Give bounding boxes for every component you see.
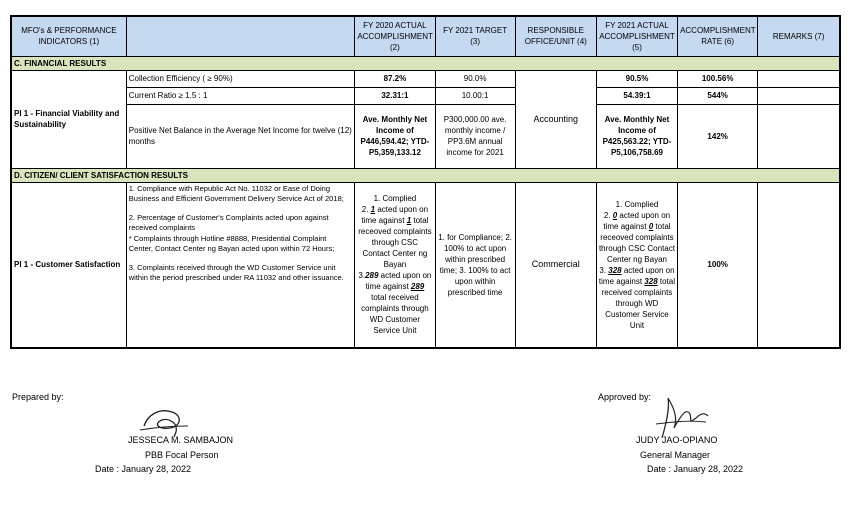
rate-net-balance: 142% — [678, 104, 758, 168]
prepared-title: PBB Focal Person — [145, 450, 219, 460]
actual-item-1: 1. Complied — [615, 199, 659, 209]
actual-collection: 90.5% — [596, 70, 677, 87]
section-title-satisfaction: D. CITIZEN/ CLIENT SATISFACTION RESULTS — [11, 168, 840, 182]
target-satisfaction: 1. for Compliance; 2. 100% to act upon within prescribed time; 3. 100% to act upon within prescribed time — [435, 182, 515, 348]
approved-name: JUDY JAO-OPIANO — [636, 435, 718, 445]
header-mfo: MFO's & PERFORMANCE INDICATORS (1) — [11, 16, 126, 56]
actual-item-3: 3. 328 acted upon on time against 328 total received complaints through WD Customer Service Unit — [598, 265, 676, 330]
header-fy2020: FY 2020 ACTUAL ACCOMPLISHMENT (2) — [355, 16, 435, 56]
prepared-label: Prepared by: — [12, 392, 64, 402]
rate-satisfaction: 100% — [678, 182, 758, 348]
target-ratio: 10.00:1 — [435, 87, 515, 104]
fy2020-item-1: 1. Complied — [373, 194, 417, 204]
prepared-name: JESSECA M. SAMBAJON — [128, 435, 234, 445]
fy2020-item-3: 3.289 acted upon on time against 289 total received complaints through WD Customer Service Unit — [358, 271, 432, 336]
office-commercial: Commercial — [515, 182, 596, 348]
signature-sambajon — [138, 404, 198, 438]
target-net-balance: P300,000.00 ave. monthly income / PP3.6M annual income for 2021 — [435, 104, 515, 168]
header-remarks: REMARKS (7) — [758, 16, 840, 56]
header-office: RESPONSIBLE OFFICE/UNIT (4) — [515, 16, 596, 56]
header-actual: FY 2021 ACTUAL ACCOMPLISHMENT (5) — [596, 16, 677, 56]
fy2020-net-balance: Ave. Monthly Net Income of P446,594.42; YTD- P5,359,133.12 — [355, 104, 435, 168]
fy2020-collection: 87.2% — [355, 70, 435, 87]
indicator-item-2: 2. Percentage of Customer's Complaints acted upon against received complaints — [128, 212, 329, 232]
indicator-satisfaction — [126, 182, 355, 348]
approved-date: Date : January 28, 2022 — [647, 464, 744, 474]
indicator-item-2b: * Complaints through Hotline #8888, Presidential Complaint Center, Contact Center ng Bayan acted upon within 72 Hours; — [128, 233, 335, 253]
rate-collection: 100.56% — [678, 70, 758, 87]
actual-net-balance: Ave. Monthly Net Income of P425,563.22; YTD- P5,106,758.69 — [596, 104, 677, 168]
actual-ratio: 54.39:1 — [596, 87, 677, 104]
header-target: FY 2021 TARGET (3) — [435, 16, 515, 56]
approved-label: Approved by: — [598, 392, 652, 402]
header-blank — [126, 16, 355, 56]
indicator-collection: Collection Efficiency ( ≥ 90%) — [126, 70, 355, 87]
indicator-item-1: 1. Compliance with Republic Act No. 11032 or Ease of Doing Business and Efficient Government Delivery Service Act of 2018; — [128, 183, 344, 203]
rate-ratio: 544% — [678, 87, 758, 104]
section-title-financial: C. FINANCIAL RESULTS — [11, 56, 840, 70]
performance-table — [10, 15, 841, 349]
remarks-collection — [758, 70, 840, 87]
indicator-net-balance: Positive Net Balance in the Average Net Income for twelve (12) months — [126, 104, 355, 168]
prepared-date: Date : January 28, 2022 — [95, 464, 192, 474]
remarks-satisfaction — [758, 182, 840, 348]
remarks-net-balance — [758, 104, 840, 168]
indicator-item-3: 3. Complaints received through the WD Customer Service unit within the period prescribed under RA 11032 and other issuance. — [128, 262, 344, 282]
remarks-ratio — [758, 87, 840, 104]
fy2020-ratio: 32.31:1 — [355, 87, 435, 104]
approved-title: General Manager — [640, 450, 711, 460]
actual-item-2: 2. 0 acted upon on time against 0 total receoved complaints through CSC Contact Center ng Bayan — [598, 210, 675, 264]
pi-satisfaction: PI 1 - Customer Satisfaction — [11, 182, 126, 348]
fy2020-satisfaction — [355, 182, 435, 348]
fy2020-item-2: 2. 1 acted upon on time against 1 total receoved complaints through CSC Contact Center ng Bayan — [358, 205, 432, 270]
header-rate: ACCOMPLISHMENT RATE (6) — [678, 16, 758, 56]
pi-financial: PI 1 - Financial Viability and Sustainability — [11, 70, 126, 168]
indicator-ratio: Current Ratio ≥ 1.5 : 1 — [126, 87, 355, 104]
office-accounting: Accounting — [515, 70, 596, 168]
actual-satisfaction — [596, 182, 677, 348]
target-collection: 90.0% — [435, 70, 515, 87]
